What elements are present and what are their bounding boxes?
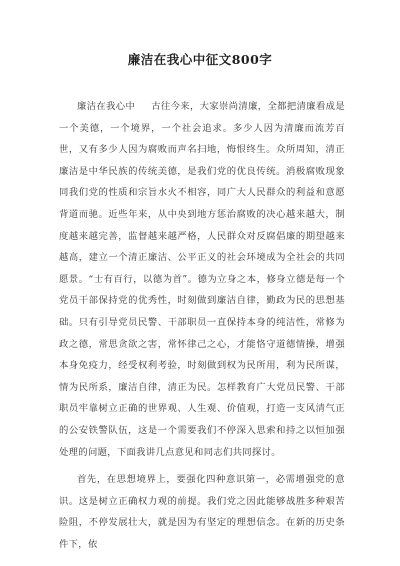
paragraph-lead: 廉洁在我心中	[77, 101, 136, 112]
document-body	[59, 96, 345, 555]
document-title: 廉洁在我心中征文800字	[127, 52, 273, 67]
paragraph-1	[59, 96, 345, 463]
paragraph-2	[59, 469, 345, 555]
paragraph-text: 古往今来，大家崇尚清廉，全都把清廉看成是一个美德，一个境界，一个社会追求。多少人因为清廉而流芳百世，又有多少人因为腐败而声名扫地，悔恨终生。众所周知，清正廉洁是中华民族的传统美德，是我们党的优良传统。消极腐败现象同我们党的性质和宗旨水火不相容，同广大人民群众的利益和意愿背道而驰。近些年来，从中央到地方惩治腐败的决心越来越大，制度越来越完善，监督越来越严格，人民群众对反腐倡廉的期望越来越高，建立一个清正廉洁、公平正义的社会环境成为全社会的共同愿景。“士有百行，以德为首”。德为立身之本，修身立德是每一个党员干部保持党的优秀性，时刻做到廉洁自律，勤政为民的思想基础。只有引导党员民警、干部职员一直保持本身的纯洁性，常修为政之德，常思贪欲之害，常怀律己之心，才能恪守道德情操，增强本身免疫力，经受权利考验，时刻做到权为民所用，利为民所谋，情为民所系，廉洁自律，清正为民。怎样教育广大党员民警、干部职员牢靠树立正确的世界观、人生观、价值观，打造一支风清气正的公安铁警队伍，这是一个需要我们不停深入思索和持之以恒加强处理的问题，下面我讲几点意见和同志们共同探讨。	[59, 101, 345, 458]
paragraph-text: 首先，在思想境界上，要强化四种意识第一，必需增强党的意识。这是树立正确权力观的前提。我们党之因此能够战胜多种艰苦险阻，不停发展壮大，就是因为有坚定的理想信念。在新的历史条件下，依	[59, 474, 345, 550]
